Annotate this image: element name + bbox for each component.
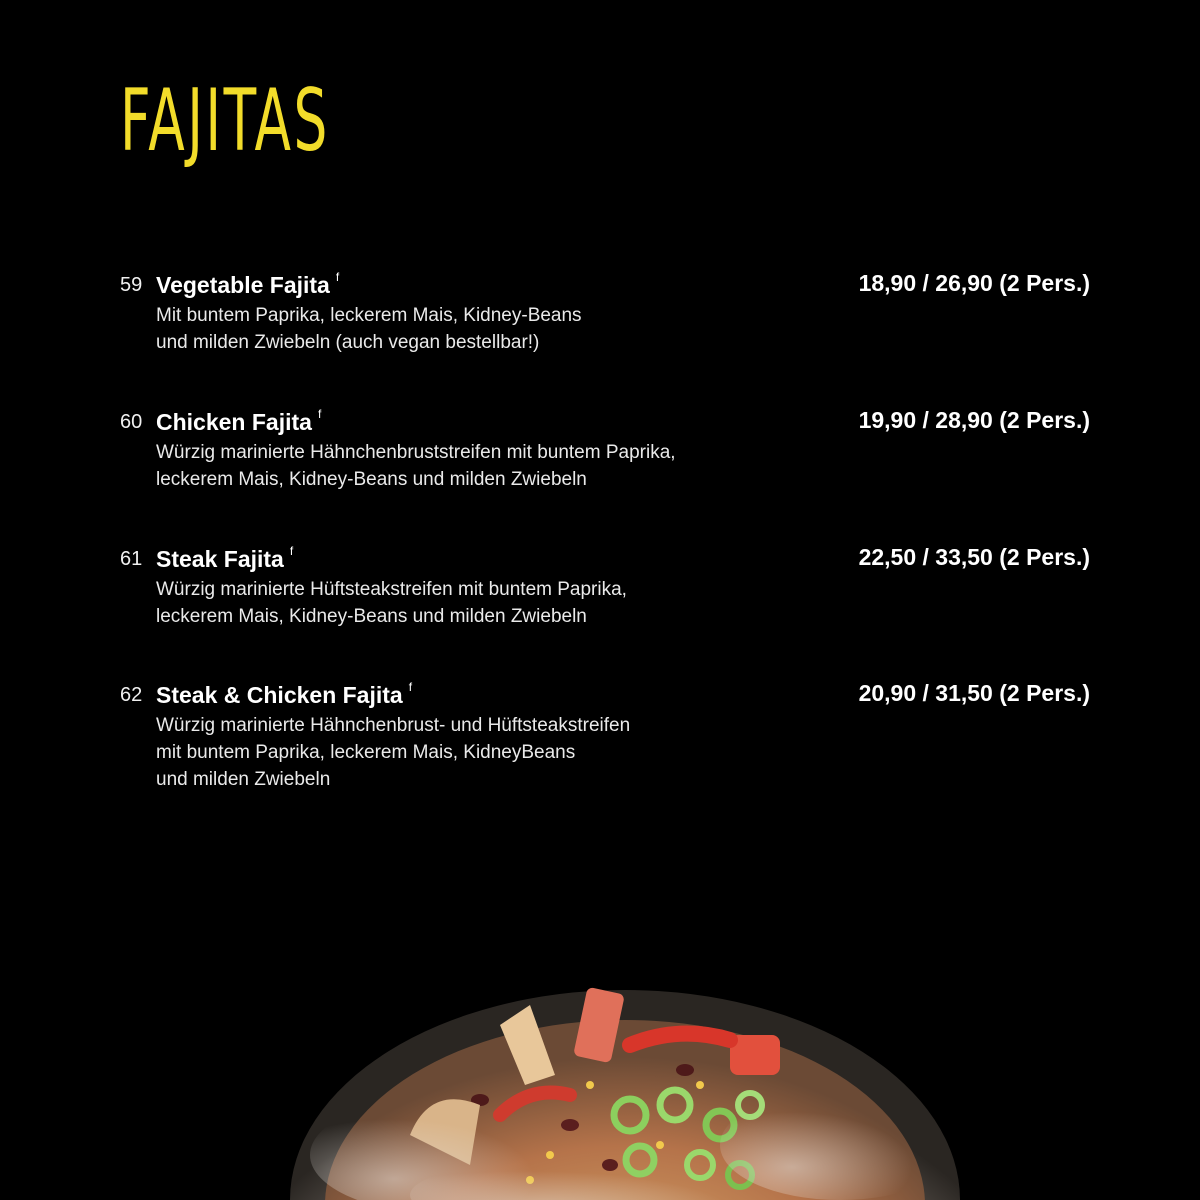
item-name-text: Steak Fajita — [156, 546, 284, 572]
item-number: 61 — [120, 548, 143, 570]
item-name-text: Vegetable Fajita — [156, 272, 330, 298]
item-price: 20,90 / 31,50 (2 Pers.) — [858, 680, 1090, 706]
menu-item-header — [120, 270, 1090, 302]
menu-item-header — [120, 680, 1090, 712]
allergen-marker: f — [408, 680, 413, 694]
item-number: 59 — [120, 274, 143, 296]
description-line: leckerem Mais, Kidney-Beans und milden Zwiebeln — [156, 469, 587, 490]
allergen-marker: f — [335, 270, 340, 284]
item-name-text: Chicken Fajita — [156, 409, 312, 435]
item-description — [156, 712, 1090, 793]
description-line: Mit buntem Paprika, leckerem Mais, Kidney-Beans — [156, 305, 582, 326]
allergen-marker: f — [289, 544, 294, 558]
description-line: leckerem Mais, Kidney-Beans und milden Zwiebeln — [156, 606, 587, 627]
item-number: 60 — [120, 411, 143, 433]
item-name — [156, 544, 293, 573]
item-name — [156, 680, 412, 709]
allergen-marker: f — [317, 407, 322, 421]
fajita-pan-illustration — [280, 965, 980, 1200]
fajita-photo — [280, 965, 980, 1200]
description-line: mit buntem Paprika, leckerem Mais, KidneyBeans — [156, 742, 576, 763]
menu-item — [120, 680, 1090, 793]
description-line: und milden Zwiebeln — [156, 769, 331, 790]
description-line: und milden Zwiebeln (auch vegan bestellbar!) — [156, 332, 540, 353]
item-name-text: Steak & Chicken Fajita — [156, 682, 403, 708]
description-line: Würzig marinierte Hähnchenbrust- und Hüftsteakstreifen — [156, 715, 631, 736]
description-line: Würzig marinierte Hüftsteakstreifen mit buntem Paprika, — [156, 579, 627, 600]
menu-item — [120, 270, 1090, 356]
description-line: Würzig marinierte Hähnchenbruststreifen mit buntem Paprika, — [156, 442, 676, 463]
item-price: 22,50 / 33,50 (2 Pers.) — [858, 544, 1090, 570]
item-name — [156, 407, 321, 436]
menu-item-header — [120, 544, 1090, 576]
menu-item — [120, 544, 1090, 630]
item-description — [156, 439, 1090, 493]
page-title: FAJITAS — [120, 71, 330, 171]
item-name — [156, 270, 339, 299]
item-price: 19,90 / 28,90 (2 Pers.) — [858, 407, 1090, 433]
item-description — [156, 302, 1090, 356]
item-description — [156, 576, 1090, 630]
item-number: 62 — [120, 684, 143, 706]
menu-item — [120, 407, 1090, 493]
menu-item-header — [120, 407, 1090, 439]
item-price: 18,90 / 26,90 (2 Pers.) — [858, 270, 1090, 296]
